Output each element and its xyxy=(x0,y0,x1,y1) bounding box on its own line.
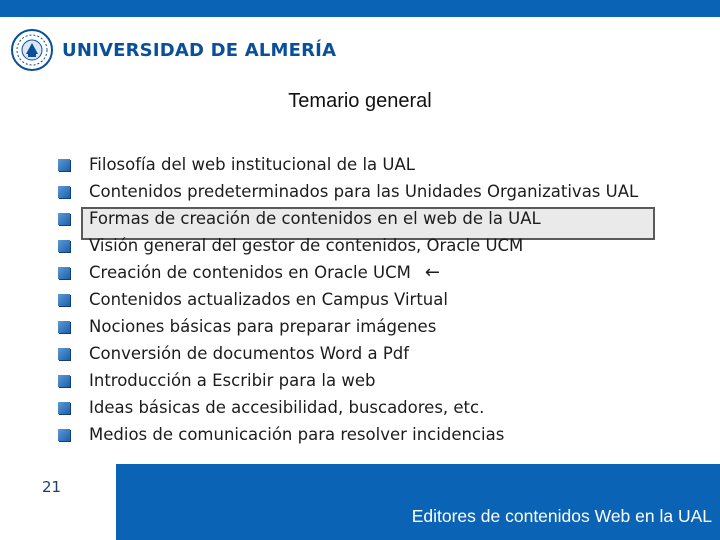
square-bullet-icon xyxy=(58,348,70,360)
topic-text: Creación de contenidos en Oracle UCM xyxy=(89,263,411,282)
topic-text: Visión general del gestor de contenidos, Oracle UCM xyxy=(89,236,524,255)
square-bullet-icon xyxy=(58,375,70,387)
topic-text: Filosofía del web institucional de la UAL xyxy=(89,155,415,174)
square-bullet-icon xyxy=(58,240,70,252)
square-bullet-icon xyxy=(58,294,70,306)
list-item xyxy=(58,178,638,205)
topic-text: Contenidos predeterminados para las Unidades Organizativas UAL xyxy=(89,182,639,201)
list-item xyxy=(58,421,638,448)
square-bullet-icon xyxy=(58,186,70,198)
topic-text: Nociones básicas para preparar imágenes xyxy=(89,317,437,336)
list-item xyxy=(58,313,638,340)
list-item-current xyxy=(58,259,638,286)
square-bullet-icon xyxy=(58,213,70,225)
topic-text: Formas de creación de contenidos en el web de la UAL xyxy=(89,209,541,228)
topic-text: Introducción a Escribir para la web xyxy=(89,371,376,390)
list-item xyxy=(58,232,638,259)
footer-left xyxy=(0,464,116,540)
slide-title: Temario general xyxy=(288,90,432,112)
list-item-highlighted xyxy=(58,205,638,232)
university-seal-icon xyxy=(10,28,54,72)
square-bullet-icon xyxy=(58,402,70,414)
list-item xyxy=(58,340,638,367)
course-title: Editores de contenidos Web en la UAL xyxy=(411,506,712,526)
square-bullet-icon xyxy=(58,429,70,441)
topic-list xyxy=(58,151,638,448)
topic-text: Medios de comunicación para resolver incidencias xyxy=(89,425,505,444)
list-item xyxy=(58,151,638,178)
page-number: 21 xyxy=(42,478,62,496)
footer-bar xyxy=(116,464,720,540)
list-item xyxy=(58,286,638,313)
square-bullet-icon xyxy=(58,267,70,279)
top-bar xyxy=(0,0,720,17)
list-item xyxy=(58,394,638,421)
list-item xyxy=(58,367,638,394)
topic-text: Ideas básicas de accesibilidad, buscadores, etc. xyxy=(89,398,485,417)
square-bullet-icon xyxy=(58,321,70,333)
topic-text: Conversión de documentos Word a Pdf xyxy=(89,344,410,363)
left-arrow-icon: ← xyxy=(424,262,440,283)
topic-text: Contenidos actualizados en Campus Virtual xyxy=(89,290,448,309)
university-name: UNIVERSIDAD DE ALMERÍA xyxy=(62,40,337,61)
square-bullet-icon xyxy=(58,159,70,171)
